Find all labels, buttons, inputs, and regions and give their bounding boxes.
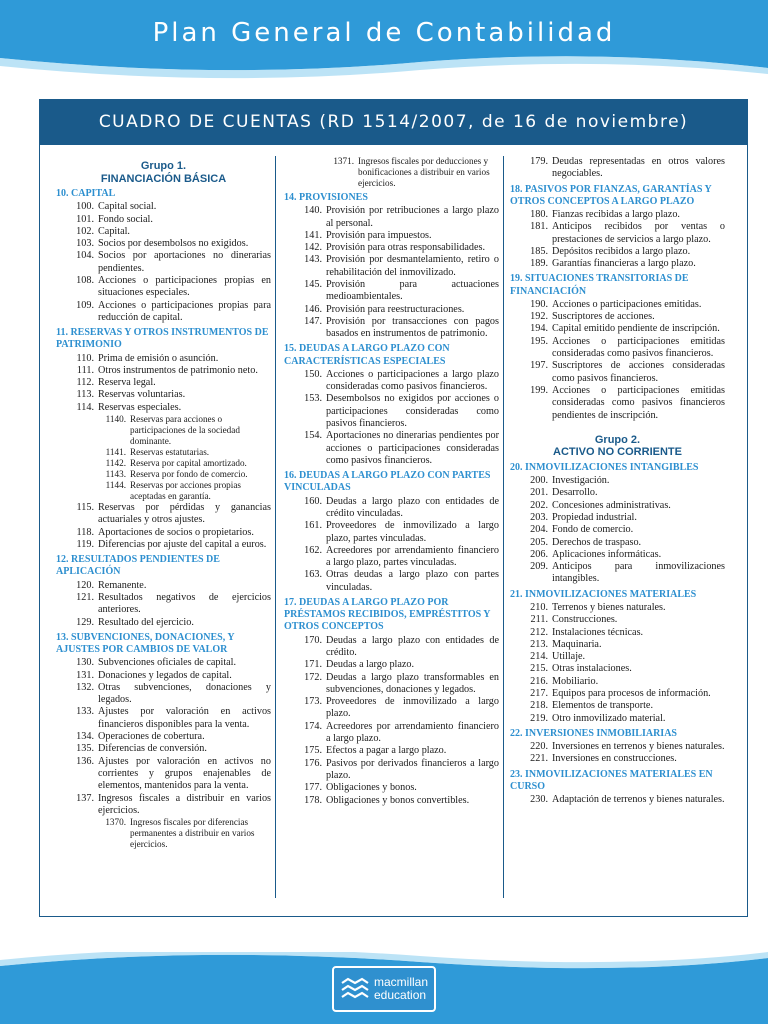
account-name: Donaciones y legados de capital.: [98, 669, 232, 681]
column-1: [56, 156, 271, 850]
section-heading: 10. CAPITAL: [56, 188, 116, 199]
account-name: Anticipos recibidos por ventas o prestaciones de servicios a largo plazo.: [552, 221, 725, 245]
account-name: Reserva por capital amortizado.: [130, 458, 247, 469]
account-number: 192.: [530, 311, 548, 323]
account-name: Deudas a largo plazo.: [326, 659, 415, 671]
account-name: Acreedores por arrendamiento financiero a largo plazo.: [326, 720, 499, 745]
account-item: [56, 402, 271, 414]
account-name: Pasivos por derivados financieros a largo plazo.: [326, 757, 499, 781]
section-heading: 21. INMOVILIZACIONES MATERIALES: [510, 588, 697, 600]
subaccount-item: [56, 480, 271, 502]
account-item: [510, 500, 725, 512]
account-number: 120.: [76, 579, 94, 591]
account-number: 103.: [76, 238, 94, 250]
account-number: 101.: [76, 213, 94, 225]
account-name: Remanente.: [98, 579, 147, 591]
account-name: Otro inmovilizado material.: [552, 712, 666, 724]
account-name: Diferencias por ajuste del capital a euros.: [98, 538, 267, 550]
account-name: Provisión para otras responsabilidades.: [326, 242, 486, 254]
account-item: [56, 214, 271, 226]
account-name: Reserva por fondo de comercio.: [130, 469, 248, 480]
account-item: [284, 304, 499, 316]
section-heading: 16. DEUDAS A LARGO PLAZO CON PARTES VINCULADAS: [284, 470, 491, 494]
account-name: Acciones o participaciones emitidas consideradas como pasivos financieros.: [552, 335, 725, 360]
account-name: Acciones o participaciones propias en situaciones especiales.: [98, 274, 271, 299]
account-item: [284, 569, 499, 594]
account-name: Inversiones en terrenos y bienes naturales.: [552, 741, 725, 753]
account-item: [56, 527, 271, 539]
account-number: 135.: [76, 743, 94, 755]
account-name: Investigación.: [552, 475, 610, 487]
account-name: Operaciones de cobertura.: [98, 731, 205, 743]
account-name: Mobiliario.: [552, 675, 599, 687]
account-item: [284, 696, 499, 721]
account-item: [510, 794, 725, 806]
account-name: Ingresos fiscales por deducciones y bonificaciones a distribuir en varios ejercicios.: [358, 156, 490, 188]
account-number: 181.: [530, 221, 548, 233]
account-name: Socios por aportaciones no dinerarias pendientes.: [98, 250, 271, 274]
account-number: 161.: [304, 520, 322, 532]
account-name: Terrenos y bienes naturales.: [552, 601, 666, 613]
account-name: Subvenciones oficiales de capital.: [98, 657, 237, 669]
section-heading: 23. INMOVILIZACIONES MATERIALES EN CURSO: [510, 768, 713, 792]
account-name: Acciones o participaciones propias para reducción de capital.: [98, 299, 271, 323]
account-number: 1144.: [105, 480, 126, 491]
account-number: 172.: [304, 671, 322, 683]
account-number: 109.: [76, 299, 94, 311]
account-number: 210.: [530, 601, 548, 613]
account-number: 110.: [76, 352, 94, 364]
account-item: [56, 617, 271, 629]
account-number: 180.: [530, 209, 548, 220]
group-name: FINANCIACIÓN BÁSICA: [100, 172, 227, 185]
account-name: Obligaciones y bonos convertibles.: [326, 794, 470, 806]
account-number: 202.: [530, 499, 548, 511]
account-item: [56, 539, 271, 551]
account-name: Utillaje.: [552, 651, 586, 663]
account-number: 174.: [304, 720, 322, 732]
account-name: Anticipos para inmovilizaciones intangibles.: [552, 561, 725, 585]
account-item: [284, 659, 499, 671]
account-item: [510, 639, 725, 651]
account-number: 154.: [304, 430, 322, 442]
account-item: [56, 250, 271, 275]
account-number: 216.: [530, 675, 548, 687]
account-number: 143.: [304, 254, 322, 266]
account-name: Provisión por transacciones con pagos basados en instrumentos de patrimonio.: [326, 315, 499, 340]
account-item: [510, 311, 725, 323]
account-name: Fondo de comercio.: [552, 524, 634, 536]
account-item: [510, 512, 725, 524]
account-item: [510, 323, 725, 335]
account-number: 201.: [530, 487, 548, 499]
account-item: [284, 279, 499, 304]
account-name: Provisión para actuaciones medioambientales.: [326, 278, 499, 303]
account-name: Deudas representadas en otros valores negociables.: [552, 156, 725, 180]
account-item: [56, 793, 271, 818]
account-number: 118.: [76, 526, 94, 538]
account-number: 214.: [530, 651, 548, 663]
column-divider: [503, 156, 504, 898]
account-item: [510, 524, 725, 536]
account-name: Reservas por acciones propias aceptadas en garantía.: [130, 480, 241, 502]
account-number: 219.: [530, 712, 548, 724]
account-name: Fianzas recibidas a largo plazo.: [552, 209, 680, 220]
account-number: 113.: [76, 389, 94, 401]
account-name: Maquinaria.: [552, 638, 602, 650]
account-number: 162.: [304, 544, 322, 556]
account-item: [510, 561, 725, 586]
account-number: 189.: [530, 258, 548, 270]
account-name: Proveedores de inmovilizado a largo plazo, partes vinculadas.: [326, 520, 499, 544]
account-name: Ajustes por valoración en activos financieros disponibles para la venta.: [98, 706, 271, 730]
account-number: 190.: [530, 298, 548, 310]
account-name: Capital social.: [98, 201, 157, 213]
account-item: [284, 520, 499, 545]
account-number: 171.: [304, 659, 322, 671]
account-number: 197.: [530, 360, 548, 372]
account-number: 132.: [76, 681, 94, 693]
account-number: 177.: [304, 782, 322, 794]
account-name: Otros instrumentos de patrimonio neto.: [98, 364, 258, 376]
account-number: 215.: [530, 663, 548, 675]
account-name: Propiedad industrial.: [552, 511, 637, 523]
section-heading: 11. RESERVAS Y OTROS INSTRUMENTOS DE PATRIMONIO: [56, 327, 269, 351]
section-heading: 22. INVERSIONES INMOBILIARIAS: [510, 727, 677, 739]
account-number: 1143.: [105, 469, 126, 480]
account-name: Ingresos fiscales por diferencias permanentes a distribuir en varios ejercicios.: [130, 817, 255, 850]
account-number: 1371.: [333, 156, 354, 166]
account-item: [284, 254, 499, 279]
group-heading: [510, 434, 725, 459]
account-number: 204.: [530, 524, 548, 536]
group-heading: [56, 160, 271, 185]
account-name: Aportaciones no dinerarias pendientes por acciones o participaciones consideradas como pasivos financieros.: [326, 430, 499, 466]
account-item: [510, 651, 725, 663]
account-number: 134.: [76, 731, 94, 743]
account-name: Obligaciones y bonos.: [326, 782, 417, 794]
account-number: 217.: [530, 688, 548, 700]
account-number: 108.: [76, 274, 94, 286]
account-item: [510, 487, 725, 499]
account-item: [510, 475, 725, 487]
account-item: [510, 258, 725, 270]
account-number: 212.: [530, 626, 548, 638]
account-name: Desembolsos no exigidos por acciones o participaciones consideradas como pasivos financieros.: [326, 393, 499, 430]
account-item: [56, 353, 271, 365]
account-item: [56, 731, 271, 743]
account-item: [284, 205, 499, 230]
account-number: 133.: [76, 706, 94, 718]
account-number: 211.: [530, 614, 548, 626]
page-title: Plan General de Contabilidad: [152, 18, 616, 48]
account-name: Garantías financieras a largo plazo.: [552, 258, 696, 270]
account-item: [510, 614, 725, 626]
account-name: Resultado del ejercicio.: [98, 616, 194, 628]
subaccount-item: [56, 817, 271, 850]
subaccount-item: [284, 156, 499, 189]
account-name: Reservas especiales.: [98, 401, 182, 413]
account-number: 221.: [530, 753, 548, 765]
account-item: [510, 602, 725, 614]
account-item: [284, 782, 499, 794]
section-heading: 19. SITUACIONES TRANSITORIAS DE FINANCIACIÓN: [510, 273, 689, 297]
account-item: [510, 741, 725, 753]
account-number: 175.: [304, 745, 322, 757]
account-number: 199.: [530, 384, 548, 396]
account-number: 195.: [530, 335, 548, 347]
account-item: [56, 756, 271, 793]
account-number: 179.: [530, 156, 548, 167]
spacer: [510, 422, 725, 430]
account-name: Desarrollo.: [552, 487, 598, 499]
account-item: [510, 753, 725, 765]
section-heading: 18. PASIVOS POR FIANZAS, GARANTÍAS Y OTROS CONCEPTOS A LARGO PLAZO: [510, 183, 712, 207]
account-item: [284, 635, 499, 660]
account-number: 131.: [76, 669, 94, 681]
table-header: CUADRO DE CUENTAS (RD 1514/2007, de 16 de noviembre): [40, 100, 747, 145]
section-heading: 14. PROVISIONES: [284, 192, 368, 203]
account-item: [56, 502, 271, 527]
account-number: 141.: [304, 229, 322, 241]
account-item: [510, 700, 725, 712]
account-name: Otras deudas a largo plazo con partes vinculadas.: [326, 569, 499, 593]
section-heading: 13. SUBVENCIONES, DONACIONES, Y AJUSTES POR CAMBIOS DE VALOR: [56, 631, 235, 656]
account-number: 129.: [76, 616, 94, 628]
account-item: [510, 688, 725, 700]
section-heading: 15. DEUDAS A LARGO PLAZO CON CARACTERÍSTICAS ESPECIALES: [284, 343, 450, 367]
account-item: [510, 360, 725, 385]
section-heading: 20. INMOVILIZACIONES INTANGIBLES: [510, 461, 699, 473]
account-item: [510, 537, 725, 549]
account-item: [56, 377, 271, 389]
subaccount-item: [56, 447, 271, 458]
account-item: [510, 385, 725, 422]
group-code: Grupo 1.: [140, 160, 187, 172]
account-number: 115.: [76, 502, 94, 514]
account-name: Acciones o participaciones emitidas consideradas como pasivos financieros pendientes de inscripción.: [552, 384, 725, 421]
account-name: Aportaciones de socios o propietarios.: [98, 526, 254, 538]
account-item: [284, 745, 499, 757]
account-item: [56, 743, 271, 755]
account-name: Reserva legal.: [98, 377, 156, 389]
account-number: 136.: [76, 755, 94, 767]
subaccount-item: [56, 469, 271, 480]
group-code: Grupo 2.: [594, 433, 641, 446]
account-number: 121.: [76, 591, 94, 603]
account-number: 140.: [304, 205, 322, 217]
account-name: Equipos para procesos de información.: [552, 688, 711, 700]
account-number: 130.: [76, 657, 94, 669]
account-item: [284, 369, 499, 394]
account-item: [56, 580, 271, 592]
account-number: 111.: [76, 364, 94, 376]
account-number: 213.: [530, 638, 548, 650]
account-item: [510, 221, 725, 246]
account-name: Reservas para acciones o participaciones de la sociedad dominante.: [130, 414, 240, 447]
account-item: [510, 209, 725, 221]
account-name: Ingresos fiscales a distribuir en varios ejercicios.: [98, 792, 271, 816]
subaccount-item: [56, 458, 271, 469]
account-number: 104.: [76, 250, 94, 262]
account-item: [56, 682, 271, 707]
account-item: [56, 365, 271, 377]
account-item: [284, 393, 499, 430]
account-item: [510, 156, 725, 181]
account-number: 142.: [304, 242, 322, 254]
account-name: Instalaciones técnicas.: [552, 626, 644, 638]
account-number: 220.: [530, 741, 548, 753]
account-number: 1141.: [105, 447, 126, 458]
account-name: Adaptación de terrenos y bienes naturales.: [552, 794, 725, 806]
account-name: Provisión por retribuciones a largo plazo al personal.: [326, 205, 499, 229]
account-number: 145.: [304, 278, 322, 290]
account-number: 206.: [530, 548, 548, 560]
account-number: 102.: [76, 225, 94, 237]
account-item: [56, 300, 271, 325]
accounts-table-frame: [39, 99, 748, 917]
account-item: [284, 496, 499, 521]
group-name: ACTIVO NO CORRIENTE: [553, 446, 682, 459]
account-name: Suscriptores de acciones consideradas como pasivos financieros.: [552, 360, 725, 384]
account-item: [510, 336, 725, 361]
logo-line-1: macmillan: [374, 975, 429, 989]
account-name: Provisión por desmantelamiento, retiro o rehabilitación del inmovilizado.: [326, 254, 499, 278]
account-item: [284, 316, 499, 341]
account-number: 147.: [304, 315, 322, 327]
section-heading: 17. DEUDAS A LARGO PLAZO POR PRÉSTAMOS RECIBIDOS, EMPRÉSTITOS Y OTROS CONCEPTOS: [284, 597, 491, 633]
account-item: [510, 549, 725, 561]
account-item: [284, 758, 499, 783]
account-number: 170.: [304, 634, 322, 646]
logo-line-2: education: [374, 988, 427, 1002]
account-name: Prima de emisión o asunción.: [98, 352, 219, 364]
account-number: 163.: [304, 569, 322, 581]
section-heading: 12. RESULTADOS PENDIENTES DE APLICACIÓN: [56, 554, 220, 578]
account-name: Otras subvenciones, donaciones y legados.: [98, 681, 271, 706]
account-item: [284, 545, 499, 570]
account-item: [284, 242, 499, 254]
account-name: Provisión para reestructuraciones.: [326, 303, 465, 315]
account-name: Depósitos recibidos a largo plazo.: [552, 245, 691, 257]
account-item: [510, 663, 725, 675]
account-name: Provisión para impuestos.: [326, 229, 432, 241]
account-name: Diferencias de conversión.: [98, 743, 207, 755]
account-number: 185.: [530, 245, 548, 257]
account-name: Resultados negativos de ejercicios anteriores.: [98, 591, 271, 616]
account-item: [510, 299, 725, 311]
account-item: [510, 713, 725, 725]
account-number: 173.: [304, 696, 322, 708]
account-name: Deudas a largo plazo con entidades de crédito vinculadas.: [326, 495, 499, 519]
account-name: Fondo social.: [98, 213, 153, 225]
account-number: 176.: [304, 757, 322, 769]
account-name: Reservas por pérdidas y ganancias actuariales y otros ajustes.: [98, 502, 271, 526]
account-name: Reservas voluntarias.: [98, 389, 186, 401]
account-number: 112.: [76, 377, 94, 389]
account-number: 194.: [530, 323, 548, 335]
account-number: 200.: [530, 475, 548, 487]
account-number: 205.: [530, 536, 548, 548]
account-item: [510, 676, 725, 688]
account-item: [56, 670, 271, 682]
account-name: Socios por desembolsos no exigidos.: [98, 238, 249, 250]
account-number: 160.: [304, 495, 322, 507]
account-item: [510, 627, 725, 639]
account-name: Acreedores por arrendamiento financiero a largo plazo, partes vinculadas.: [326, 544, 499, 569]
account-item: [284, 721, 499, 746]
account-name: Concesiones administrativas.: [552, 499, 671, 511]
account-item: [510, 246, 725, 258]
account-number: 178.: [304, 794, 322, 806]
account-name: Proveedores de inmovilizado a largo plazo.: [326, 696, 499, 720]
column-divider: [275, 156, 276, 898]
column-2: [284, 156, 499, 807]
account-number: 137.: [76, 792, 94, 804]
account-name: Deudas a largo plazo con entidades de crédito.: [326, 634, 499, 658]
account-number: 1140.: [105, 414, 126, 425]
account-item: [56, 226, 271, 238]
column-3: [510, 156, 725, 806]
account-number: 150.: [304, 368, 322, 380]
account-number: 119.: [76, 538, 94, 550]
account-number: 203.: [530, 511, 548, 523]
account-number: 230.: [530, 794, 548, 806]
account-name: Derechos de traspaso.: [552, 536, 642, 548]
account-name: Ajustes por valoración en activos no corrientes y grupos enajenables de elementos, mantenidos para la venta.: [98, 755, 271, 792]
account-item: [56, 201, 271, 213]
account-number: 1370.: [105, 817, 126, 828]
account-item: [56, 238, 271, 250]
account-name: Efectos a pagar a largo plazo.: [326, 745, 447, 757]
account-number: 114.: [76, 401, 94, 413]
account-name: Deudas a largo plazo transformables en subvenciones, donaciones y legados.: [326, 671, 499, 695]
account-item: [284, 672, 499, 697]
macmillan-logo: [332, 966, 436, 1012]
account-name: Elementos de transporte.: [552, 700, 653, 712]
account-number: 1142.: [105, 458, 126, 469]
account-name: Acciones o participaciones emitidas.: [552, 298, 702, 310]
account-name: Inversiones en construcciones.: [552, 753, 677, 765]
account-name: Construcciones.: [552, 614, 618, 626]
account-number: 100.: [76, 201, 94, 213]
account-name: Aplicaciones informáticas.: [552, 548, 662, 560]
account-item: [284, 430, 499, 467]
account-item: [56, 657, 271, 669]
account-name: Otras instalaciones.: [552, 663, 632, 675]
account-item: [56, 592, 271, 617]
account-item: [56, 275, 271, 300]
subaccount-item: [56, 414, 271, 447]
account-name: Acciones o participaciones a largo plazo consideradas como pasivos financieros.: [326, 368, 499, 393]
account-number: 218.: [530, 700, 548, 712]
account-item: [284, 795, 499, 807]
account-name: Capital.: [98, 225, 130, 237]
account-name: Suscriptores de acciones.: [552, 311, 655, 323]
account-number: 153.: [304, 393, 322, 405]
account-item: [56, 389, 271, 401]
account-item: [284, 230, 499, 242]
account-number: 209.: [530, 561, 548, 573]
logo-icon: [340, 977, 370, 1003]
account-number: 146.: [304, 303, 322, 315]
account-name: Reservas estatutarias.: [130, 447, 210, 458]
account-name: Capital emitido pendiente de inscripción.: [552, 323, 720, 335]
account-item: [56, 706, 271, 731]
